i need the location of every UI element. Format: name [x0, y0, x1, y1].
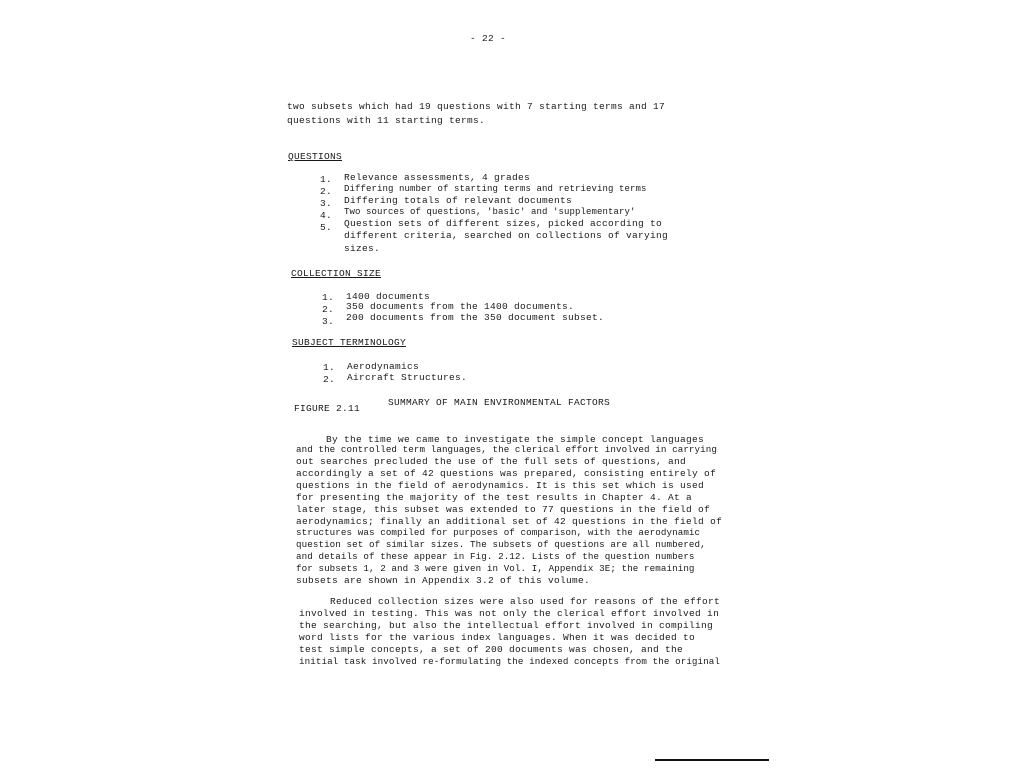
paragraph-line: initial task involved re-formulating the indexed concepts from the original: [299, 656, 721, 667]
list-item: Aircraft Structures.: [347, 372, 468, 383]
paragraph-line: involved in testing. This was not only the clerical effort involved in: [299, 608, 720, 619]
paragraph-line: Reduced collection sizes were also used for reasons of the effort: [330, 596, 721, 607]
paragraph-line: question set of similar sizes. The subsets of questions are all numbered,: [296, 539, 706, 550]
paragraph-line: word lists for the various index languages. When it was decided to: [299, 632, 696, 643]
paragraph-line: later stage, this subset was extended to 77 questions in the field of: [296, 504, 711, 515]
list-number: 3.: [322, 316, 335, 327]
list-number: 4.: [320, 210, 333, 221]
paragraph-line: and details of these appear in Fig. 2.12. Lists of the question numbers: [296, 551, 695, 562]
list-item: Aerodynamics: [347, 361, 420, 372]
paragraph-line: for subsets 1, 2 and 3 were given in Vol. I, Appendix 3E; the remaining: [296, 563, 695, 574]
list-item: 200 documents from the 350 document subset.: [346, 312, 605, 323]
list-number: 1.: [323, 362, 336, 373]
list-number: 1.: [322, 292, 335, 303]
bottom-rule: [655, 759, 769, 761]
questions-heading: QUESTIONS: [288, 151, 343, 162]
paragraph-line: aerodynamics; finally an additional set of 42 questions in the field of: [296, 516, 723, 527]
list-number: 2.: [322, 304, 335, 315]
paragraph-line: out searches precluded the use of the full sets of questions, and: [296, 456, 687, 467]
list-item: Differing totals of relevant documents: [344, 195, 573, 206]
paragraph-line: for presenting the majority of the test results in Chapter 4. At a: [296, 492, 693, 503]
list-item: 1400 documents: [346, 291, 431, 302]
list-item: Differing number of starting terms and retrieving terms: [344, 184, 647, 194]
list-item: sizes.: [344, 243, 381, 254]
intro-line: two subsets which had 19 questions with 7 starting terms and 17: [287, 101, 666, 112]
figure-label: FIGURE 2.11: [294, 403, 361, 414]
list-item: Question sets of different sizes, picked according to: [344, 218, 663, 229]
subject-terminology-heading: SUBJECT TERMINOLOGY: [292, 337, 407, 348]
paragraph-line: accordingly a set of 42 questions was prepared, consisting entirely of: [296, 468, 717, 479]
list-number: 5.: [320, 222, 333, 233]
collection-size-heading: COLLECTION SIZE: [291, 268, 382, 279]
figure-caption: SUMMARY OF MAIN ENVIRONMENTAL FACTORS: [388, 397, 611, 408]
list-item: Two sources of questions, 'basic' and 'supplementary': [344, 207, 636, 217]
intro-line: questions with 11 starting terms.: [287, 115, 486, 126]
paragraph-line: By the time we came to investigate the simple concept languages: [326, 434, 705, 445]
paragraph-line: questions in the field of aerodynamics. It is this set which is used: [296, 480, 705, 491]
list-number: 1.: [320, 174, 333, 185]
paragraph-line: structures was compiled for purposes of comparison, with the aerodynamic: [296, 527, 701, 538]
list-item: 350 documents from the 1400 documents.: [346, 301, 575, 312]
paragraph-line: and the controlled term languages, the clerical effort involved in carrying: [296, 444, 718, 455]
paragraph-line: test simple concepts, a set of 200 documents was chosen, and the: [299, 644, 684, 655]
paragraph-line: subsets are shown in Appendix 3.2 of this volume.: [296, 575, 591, 586]
list-number: 3.: [320, 198, 333, 209]
page-number: - 22 -: [470, 33, 507, 44]
list-item: different criteria, searched on collections of varying: [344, 230, 669, 241]
list-number: 2.: [323, 374, 336, 385]
paragraph-line: the searching, but also the intellectual effort involved in compiling: [299, 620, 714, 631]
list-number: 2.: [320, 186, 333, 197]
list-item: Relevance assessments, 4 grades: [344, 172, 531, 183]
